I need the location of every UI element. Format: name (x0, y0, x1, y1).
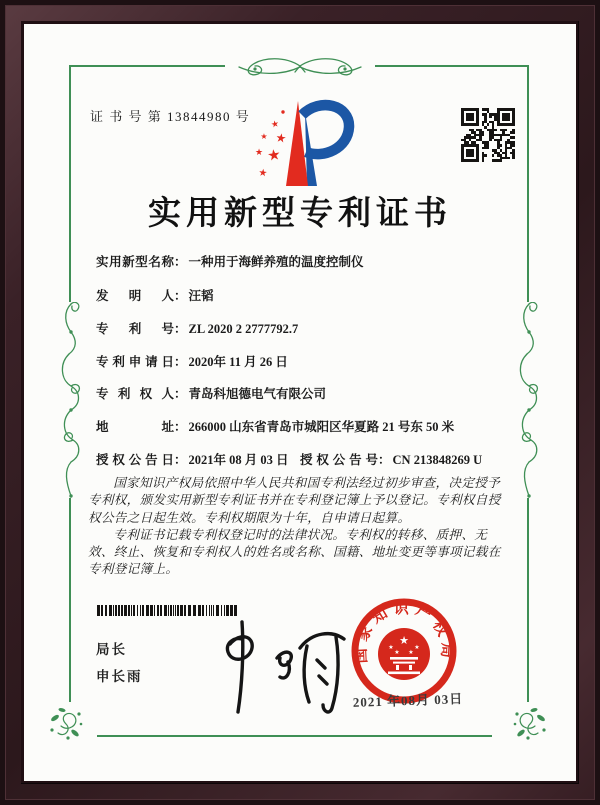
field-colon: ： (174, 387, 187, 401)
star-icon: ★ (270, 119, 281, 131)
logo-star-dot-icon (281, 110, 284, 113)
field-value: 青岛科旭德电气有限公司 (188, 387, 327, 401)
field-label: 专利权人 (96, 387, 174, 401)
field-label: 实用新型名称 (96, 255, 174, 269)
field-row-patentee (96, 384, 536, 402)
star-icon: ★ (274, 130, 288, 146)
director-title: 局长 (96, 642, 127, 657)
border-top-left-segment (69, 65, 225, 67)
border-top-right-segment (375, 65, 529, 67)
field-value: 2020年 11 月 26 日 (188, 355, 288, 369)
star-icon: ★ (414, 644, 420, 651)
star-icon: ★ (257, 167, 268, 180)
legal-paragraph: 专利证书记载专利权登记时的法律状况。专利权的转移、质押、无效、终止、恢复和专利权人的姓名或名称、国籍、地址变更等事项记载在专利登记簿上。 (88, 527, 501, 577)
rosette-bottom-left-icon (48, 706, 84, 742)
field-label: 发明人 (96, 289, 174, 303)
legal-text (88, 475, 504, 579)
field-row-inventor (96, 286, 536, 304)
director-block (96, 636, 143, 690)
star-icon: ★ (260, 132, 268, 141)
star-icon: ★ (408, 649, 414, 656)
field-colon: ： (174, 322, 187, 336)
field-row-filing-date (96, 352, 536, 370)
field-value: ZL 2020 2 2777792.7 (188, 322, 299, 336)
legal-paragraph: 国家知识产权局依照中华人民共和国专利法经过初步审查，决定授予专利权，颁发实用新型专利证书并在专利登记簿上予以登记。专利权自授权公告之日起生效。专利权期限为十年，自申请日起算。 (88, 476, 501, 525)
field-label: 授权公告号 (300, 453, 378, 467)
field-value: 汪韬 (188, 289, 214, 303)
wooden-frame-bevel (5, 5, 595, 800)
flourish-top-icon (225, 53, 375, 79)
director-signature (182, 606, 350, 724)
field-colon: ： (378, 453, 391, 467)
field-value: 2021年 08 月 03 日 (188, 453, 289, 467)
qr-code (461, 108, 515, 162)
star-icon: ★ (254, 148, 264, 158)
field-colon: ： (174, 420, 187, 434)
border-right-lower-segment (527, 498, 529, 702)
border-left-upper-segment (69, 65, 71, 302)
seal-date: 2021 年08月 03日 (352, 691, 464, 710)
field-pair-grant-no (300, 450, 482, 468)
field-label: 专利号 (96, 322, 174, 336)
cnipa-patent-logo (250, 98, 356, 188)
field-row-grant (96, 450, 536, 468)
field-row-patent-no (96, 319, 536, 337)
flourish-left-icon (56, 302, 86, 498)
certificate-title: 实用新型专利证书 (148, 196, 452, 232)
certificate-number: 证 书 号 第 13844980 号 (90, 109, 251, 124)
rosette-bottom-right-icon (512, 706, 548, 742)
field-label: 专利申请日 (96, 355, 174, 369)
star-icon: ★ (399, 634, 409, 647)
border-left-lower-segment (69, 498, 71, 702)
field-value: CN 213848269 U (392, 453, 483, 467)
field-row-name (96, 252, 536, 270)
star-icon: ★ (394, 649, 400, 656)
field-row-address (96, 417, 536, 435)
star-icon: ★ (266, 145, 282, 165)
field-colon: ： (174, 453, 187, 467)
field-value: 266000 山东省青岛市城阳区华夏路 21 号东 50 米 (188, 420, 455, 434)
director-name: 申长雨 (96, 669, 143, 684)
field-colon: ： (174, 255, 187, 269)
field-colon: ： (174, 355, 187, 369)
border-bottom-line (97, 735, 492, 737)
field-colon: ： (174, 289, 187, 303)
field-value: 一种用于海鲜养殖的温度控制仪 (188, 255, 364, 269)
wooden-frame-inner-lip (21, 21, 579, 784)
star-icon: ★ (388, 644, 394, 651)
certificate-paper (24, 24, 576, 781)
seal-text: 国家知识产权局 (353, 600, 455, 664)
field-label: 地址 (96, 420, 174, 434)
field-label: 授权公告日 (96, 453, 174, 467)
